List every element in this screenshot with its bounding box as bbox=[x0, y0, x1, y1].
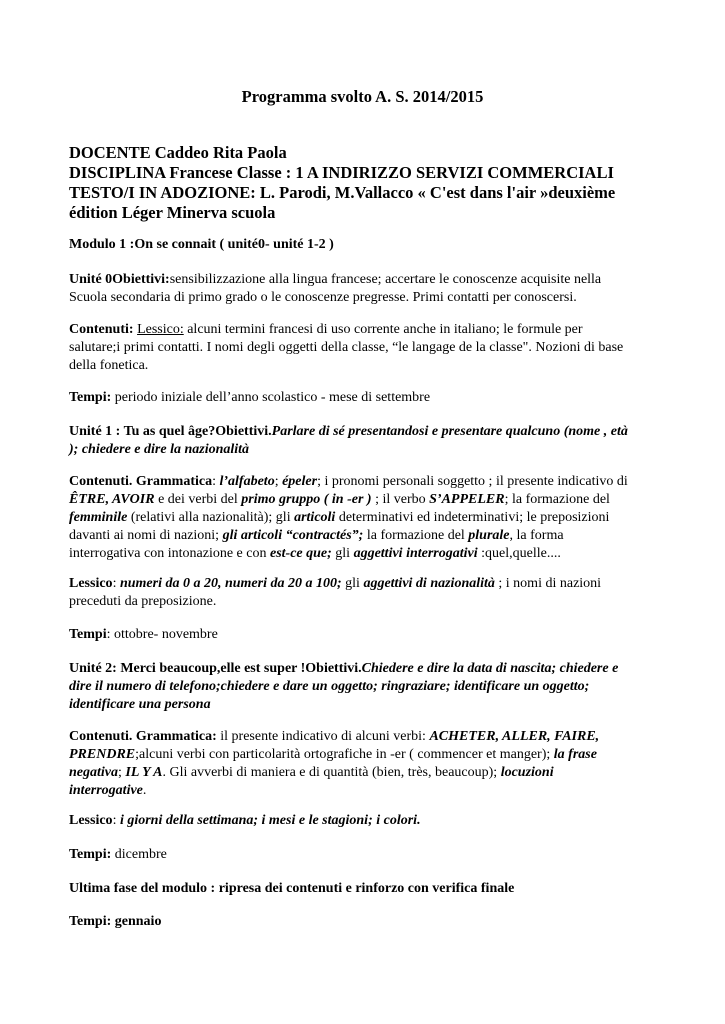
unite0-text-2: Scuola secondaria di primo grado o le conoscenze pregresse. Primi contatti per conoscersi. bbox=[69, 290, 577, 305]
contenuti0-text-2: salutare;i primi contatti. I nomi degli oggetti della classe, “le langage de la classe". Nozioni di base bbox=[69, 340, 624, 355]
unite2-label: Unité 2: Merci beaucoup,elle est super !Obiettivi. bbox=[69, 661, 362, 676]
ultima-fase-paragraph bbox=[69, 880, 669, 898]
locuzioni-term: locuzioni bbox=[500, 765, 554, 780]
numeri-term: numeri da 0 a 20, numeri da 20 a 100; bbox=[119, 576, 342, 591]
negativa-term: negativa bbox=[69, 765, 118, 780]
il-y-a-term: IL Y A bbox=[125, 765, 163, 780]
tempi2-paragraph bbox=[69, 846, 669, 864]
lessico2-paragraph bbox=[69, 812, 669, 830]
unite0-label: Unité 0Obiettivi: bbox=[69, 272, 170, 287]
grammatica2-label: Contenuti. Grammatica: bbox=[69, 729, 217, 744]
text-segment: ; il verbo bbox=[371, 492, 430, 507]
text-segment: davanti ai nomi di nazioni; bbox=[69, 528, 223, 543]
grammatica2-paragraph bbox=[69, 728, 669, 800]
tempi0-text: periodo iniziale dell’anno scolastico - mese di settembre bbox=[111, 390, 431, 405]
articoli-contractes-term: gli articoli “contractés”; bbox=[222, 528, 364, 543]
disciplina-line: DISCIPLINA Francese Classe : 1 A INDIRIZZO SERVIZI COMMERCIALI bbox=[69, 163, 614, 182]
tempi0-paragraph bbox=[69, 389, 669, 407]
modulo1-heading bbox=[69, 236, 669, 254]
unite2-objectives-3: identificare una persona bbox=[69, 697, 211, 712]
tempi1-label: Tempi bbox=[69, 627, 107, 642]
femminile-term: femminile bbox=[69, 510, 128, 525]
modulo1-heading-text: Modulo 1 :On se connait ( unité0- unité 1-2 ) bbox=[69, 237, 334, 252]
text-segment: : bbox=[112, 576, 120, 591]
lessico1-text-2: preceduti da preposizione. bbox=[69, 594, 217, 609]
tempi0-label: Tempi: bbox=[69, 390, 112, 405]
tempi3-text: Tempi: gennaio bbox=[69, 914, 162, 929]
unite1-objectives-1: Parlare di sé presentandosi e presentare qualcuno (nome , età bbox=[271, 424, 628, 439]
contenuti0-label: Contenuti: bbox=[69, 322, 134, 337]
document-header bbox=[69, 143, 669, 223]
unite0-text-1: sensibilizzazione alla lingua francese; accertare le conoscenze acquisite nella bbox=[169, 272, 602, 287]
unite1-objectives-2: ); chiedere e dire la nazionalità bbox=[69, 442, 250, 457]
lessico1-label: Lessico bbox=[69, 576, 113, 591]
tempi1-paragraph bbox=[69, 626, 669, 644]
text-segment: gli bbox=[341, 576, 364, 591]
text-segment: : bbox=[212, 474, 220, 489]
la-frase-term: la frase bbox=[553, 747, 597, 762]
prendre-term: PRENDRE bbox=[69, 747, 136, 762]
alfabeto-term: l’alfabeto bbox=[219, 474, 275, 489]
text-segment: ; i nomi di nazioni bbox=[494, 576, 602, 591]
text-segment: ; bbox=[118, 765, 126, 780]
verbi-term: ACHETER, ALLER, FAIRE, bbox=[429, 729, 600, 744]
lessico0-label: Lessico: bbox=[137, 322, 184, 337]
text-segment: : bbox=[112, 813, 120, 828]
unite2-objectives-1: Chiedere e dire la data di nascita; chiedere e bbox=[361, 661, 619, 676]
testo-line-2: édition Léger Minerva scuola bbox=[69, 203, 276, 222]
text-segment: :quel,quelle.... bbox=[477, 546, 561, 561]
est-ce-que-term: est-ce que; bbox=[269, 546, 332, 561]
text-segment: il presente indicativo di alcuni verbi: bbox=[216, 729, 430, 744]
text-segment: . Gli avverbi di maniera e di quantità (bien, très, beaucoup); bbox=[162, 765, 501, 780]
primo-gruppo-term: primo gruppo ( in -er ) bbox=[241, 492, 372, 507]
text-segment: gli bbox=[331, 546, 354, 561]
testo-line-1: TESTO/I IN ADOZIONE: L. Parodi, M.Vallacco « C'est dans l'air »deuxième bbox=[69, 183, 616, 202]
plurale-term: plurale bbox=[468, 528, 510, 543]
contenuti0-text-3: della fonetica. bbox=[69, 358, 149, 373]
tempi2-text: dicembre bbox=[111, 847, 167, 862]
text-segment: interrogativa con intonazione e con bbox=[69, 546, 270, 561]
document-title: Programma svolto A. S. 2014/2015 bbox=[241, 87, 484, 106]
lessico2-label: Lessico bbox=[69, 813, 113, 828]
lessico2-text: i giorni della settimana; i mesi e le stagioni; i colori. bbox=[119, 813, 421, 828]
etre-avoir-term: ÊTRE, AVOIR bbox=[69, 492, 155, 507]
text-segment: e dei verbi del bbox=[154, 492, 242, 507]
aggettivi-interrogativi-term: aggettivi interrogativi bbox=[353, 546, 478, 561]
unite2-objectives-2: dire il numero di telefono;chiedere e dare un oggetto; ringraziare; identificare un oggetto; bbox=[69, 679, 590, 694]
text-segment: ; la formazione del bbox=[504, 492, 610, 507]
grammatica1-paragraph bbox=[69, 473, 669, 563]
unite0-paragraph bbox=[69, 271, 669, 307]
ultima-fase-text: Ultima fase del modulo : ripresa dei contenuti e rinforzo con verifica finale bbox=[69, 881, 515, 896]
unite2-paragraph bbox=[69, 660, 669, 714]
text-segment: ; bbox=[274, 474, 283, 489]
interrogative-term: interrogative bbox=[69, 783, 143, 798]
tempi2-label: Tempi: bbox=[69, 847, 112, 862]
unite1-label: Unité 1 : Tu as quel âge?Obiettivi. bbox=[69, 424, 272, 439]
docente-line: DOCENTE Caddeo Rita Paola bbox=[69, 143, 287, 162]
unite1-paragraph bbox=[69, 423, 669, 459]
epeler-term: épeler bbox=[282, 474, 318, 489]
text-segment: ;alcuni verbi con particolarità ortografiche in -er ( commencer et manger); bbox=[135, 747, 554, 762]
contenuti0-paragraph bbox=[69, 321, 669, 375]
sappeler-term: S’APPELER bbox=[429, 492, 505, 507]
text-segment: la formazione del bbox=[363, 528, 469, 543]
text-segment: , la forma bbox=[509, 528, 564, 543]
aggettivi-nazionalita-term: aggettivi di nazionalità bbox=[363, 576, 495, 591]
text-segment: . bbox=[142, 783, 147, 798]
tempi3-paragraph bbox=[69, 913, 669, 931]
text-segment: (relativi alla nazionalità); gli bbox=[127, 510, 295, 525]
tempi1-text: : ottobre- novembre bbox=[106, 627, 218, 642]
grammatica1-label: Contenuti. Grammatica bbox=[69, 474, 213, 489]
text-segment: ; i pronomi personali soggetto ; il presente indicativo di bbox=[317, 474, 628, 489]
articoli-term: articoli bbox=[294, 510, 336, 525]
contenuti0-text-1: alcuni termini francesi di uso corrente anche in italiano; le formule per bbox=[183, 322, 583, 337]
text-segment: determinativi ed indeterminativi; le preposizioni bbox=[335, 510, 610, 525]
lessico1-paragraph bbox=[69, 575, 669, 611]
